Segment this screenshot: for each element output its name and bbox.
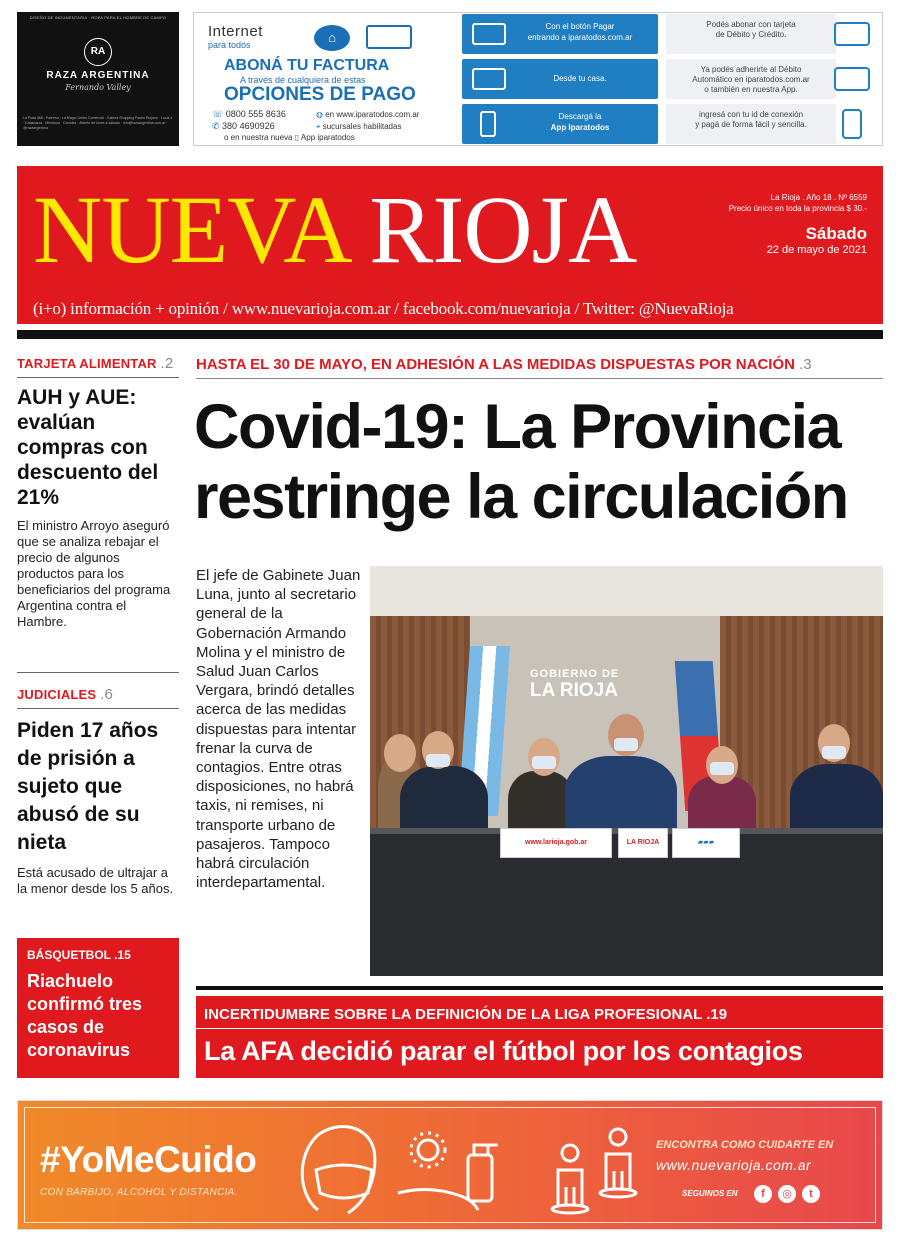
story-body: El ministro Arroyo aseguró que se analiza rebajar el precio de algunos productos para los beneficiarios del programa Argentina contra el Hambre. bbox=[17, 518, 171, 629]
section-label: TARJETA ALIMENTAR .2 bbox=[17, 355, 174, 372]
gobierno-logo: GOBIERNO DE LA RIOJA bbox=[530, 668, 620, 701]
section-label: INCERTIDUMBRE SOBRE LA DEFINICIÓN DE LA LIGA PROFESIONAL .19 bbox=[204, 1006, 728, 1023]
twitter-icon[interactable]: t bbox=[802, 1185, 820, 1203]
raza-name: RAZA ARGENTINA bbox=[46, 70, 150, 81]
issue-number: La Rioja . Año 18 . Nº 6559 bbox=[770, 193, 867, 202]
globe-icon: ◍ en www.iparatodos.com.ar bbox=[316, 110, 420, 119]
divider bbox=[196, 986, 883, 990]
inet-phone2: 380 4690926 bbox=[222, 121, 275, 131]
location-icon: ⌖ sucursales habilitadas bbox=[316, 122, 402, 131]
story-afa[interactable] bbox=[196, 996, 883, 1078]
inet-brand-sub: para todos bbox=[208, 40, 251, 50]
phone-icon: ☏ 0800 555 8636 bbox=[212, 109, 286, 119]
tap-icon bbox=[842, 109, 862, 139]
pay-button[interactable]: Con el botón Pagar entrando a iparatodos.com.ar bbox=[462, 14, 658, 54]
mask-face-icon bbox=[302, 1127, 375, 1213]
story-headline: AUH y AUE: evalúan compras con descuento del 21% bbox=[17, 386, 159, 509]
raza-subtitle: Fernando Valley bbox=[65, 83, 131, 92]
promo-encontra: ENCONTRA COMO CUIDARTE EN bbox=[656, 1139, 834, 1151]
yomecuido-banner[interactable] bbox=[17, 1100, 883, 1230]
main-headline[interactable]: Covid-19: La Provincia restringe la circulación bbox=[194, 392, 848, 532]
whatsapp-icon: ✆ 380 4690926 bbox=[212, 121, 275, 131]
inet-brand: Internet bbox=[208, 23, 263, 40]
raza-emblem-icon: RA bbox=[84, 38, 112, 66]
main-body: El jefe de Gabinete Juan Luna, junto al secretario general de la Gobernación Armando Molina y el ministro de Salud Juan Carlos Vergara, brindó detalles acerca de las medidas dispuestas para intentar frenar la curva de contagios. Entre otras disposiciones, no habrá taxis, ni remises, ni transporte urbano de pasajeros. Tampoco habrá circulación interdepartamental. bbox=[196, 567, 361, 892]
inet-sucursales: sucursales habilitadas bbox=[322, 122, 402, 131]
divider bbox=[17, 672, 179, 673]
price: Precio único en toda la provincia $ 30.- bbox=[728, 204, 867, 213]
table-sign: LA RIOJA bbox=[618, 828, 668, 858]
divider bbox=[196, 378, 883, 379]
click-screen-icon bbox=[472, 23, 506, 45]
facebook-icon[interactable]: f bbox=[754, 1185, 772, 1203]
section-label: BÁSQUETBOL .15 bbox=[27, 948, 131, 962]
credit-card-icon bbox=[834, 22, 870, 46]
promo-icons bbox=[288, 1115, 648, 1219]
hashtag: #YoMeCuido bbox=[40, 1139, 257, 1180]
promo-url[interactable]: www.nuevarioja.com.ar bbox=[656, 1157, 812, 1173]
story-basquetbol[interactable] bbox=[17, 938, 179, 1078]
phone-app-icon bbox=[480, 111, 496, 137]
instagram-icon[interactable]: ◎ bbox=[778, 1185, 796, 1203]
home-pay-button[interactable]: Desde tu casa. bbox=[462, 59, 658, 99]
laptop-icon bbox=[472, 68, 506, 90]
issue-meta bbox=[729, 192, 867, 256]
story-headline: Piden 17 años de prisión a sujeto que abusó de su nieta bbox=[17, 719, 159, 854]
newspaper-title[interactable]: NUEVA RIOJA bbox=[33, 176, 637, 283]
inet-a-traves: A través de cualquiera de estas bbox=[240, 75, 366, 85]
sanitizer-hands-icon bbox=[398, 1133, 498, 1210]
promo-tagline: CON BARBIJO, ALCOHOL Y DISTANCIA. bbox=[40, 1187, 238, 1198]
inet-web: en www.iparatodos.com.ar bbox=[325, 110, 420, 119]
download-app-button[interactable]: Descargá la App Iparatodos bbox=[462, 104, 658, 144]
table-sign: www.larioja.gob.ar bbox=[500, 828, 612, 858]
date: 22 de mayo de 2021 bbox=[766, 244, 867, 256]
masthead-tagline[interactable]: (i+o) información + opinión / www.nuevarioja.com.ar / facebook.com/nuevarioja / Twitter: @NuevaRioja bbox=[33, 299, 734, 318]
laptop-icon bbox=[366, 25, 412, 49]
inet-abona: ABONÁ TU FACTURA bbox=[224, 57, 390, 74]
inet-info-row: Ya podés adherirte al Débito Automático en iparatodos.com.ar o también en nuestra App. bbox=[666, 59, 836, 99]
table-sign: ▰▰▰ bbox=[672, 828, 740, 858]
press-conference-photo bbox=[370, 566, 883, 976]
inet-info-row: Podés abonar con tarjeta de Débito y Crédito. bbox=[666, 14, 836, 54]
distance-people-icon bbox=[552, 1129, 636, 1213]
raza-address: La Plata 485 - Palermo · La Maga Centro Comercial · Galería Shopping Paseo Riojano · Local 4 · Catamarca · Mendoza · Córdoba · Abierto de lunes a sábado · info@razaargentina.com.ar · @razaargentina bbox=[23, 116, 173, 130]
inet-info-row: ingresá con tu id de conexión y pagá de forma fácil y sencilla. bbox=[666, 104, 836, 144]
raza-fine-print: DISEÑO DE INDUMENTARIA · ROPA PARA EL HOMBRE DE CAMPO bbox=[29, 15, 167, 20]
divider bbox=[17, 377, 179, 378]
house-icon: ⌂ bbox=[314, 25, 350, 51]
debit-card-icon bbox=[834, 67, 870, 91]
story-judiciales[interactable] bbox=[17, 686, 179, 897]
divider bbox=[17, 708, 179, 709]
section-label: JUDICIALES .6 bbox=[17, 686, 114, 703]
inet-opciones: OPCIONES DE PAGO bbox=[224, 84, 416, 105]
weekday: Sábado bbox=[805, 224, 867, 243]
story-headline: Riachuelo confirmó tres casos de coronavirus bbox=[27, 971, 143, 1060]
masthead bbox=[17, 166, 883, 324]
story-tarjeta-alimentar[interactable] bbox=[17, 355, 179, 630]
raza-argentina-ad[interactable] bbox=[17, 12, 179, 146]
internet-para-todos-ad[interactable] bbox=[193, 12, 883, 146]
story-body: Está acusado de ultrajar a la menor desde los 5 años. bbox=[17, 865, 174, 896]
masthead-rule bbox=[17, 330, 883, 339]
main-kicker: HASTA EL 30 DE MAYO, EN ADHESIÓN A LAS MEDIDAS DISPUESTAS POR NACIÓN .3 bbox=[196, 356, 812, 373]
inet-phone1: 0800 555 8636 bbox=[225, 109, 286, 119]
story-headline: La AFA decidió parar el fútbol por los contagios bbox=[204, 1036, 803, 1066]
promo-siguenos: SEGUINOS EN bbox=[682, 1189, 738, 1198]
inet-app-line: o en nuestra nueva ▯ App iparatodos bbox=[224, 133, 355, 142]
